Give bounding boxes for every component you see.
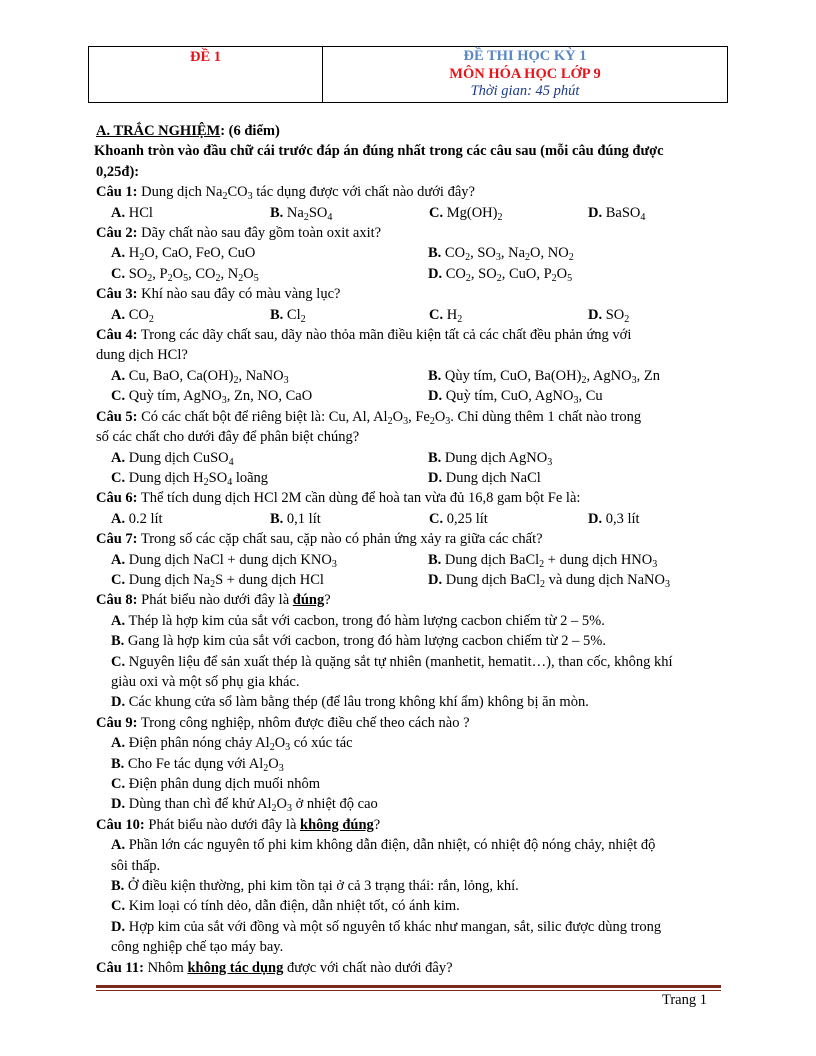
option[interactable]: A. Dung dịch CuSO$_4$ [111,449,234,468]
question-4-options-ab [96,366,764,386]
footer-rule-thick [96,985,721,988]
question-7-options-ab [96,550,764,570]
question-7: Câu 7: Trong số các cặp chất sau, cặp nào có phản ứng xảy ra giữa các chất? [96,531,543,548]
option[interactable]: C. $H_2$ [429,306,463,325]
question-1: Câu 1: Dung dịch $Na_2CO_3$ tác dụng được với chất nào dưới đây? [96,184,475,203]
option[interactable]: C. Dung dịch $H_2SO_4$ loãng [111,469,269,488]
option[interactable]: D. Các khung cửa sổ làm bằng thép (để lâu trong không khí ẩm) không bị ăn mòn. [111,694,589,711]
option[interactable]: D. Quỳ tím, CuO, AgNO$_3$, Cu [428,388,603,407]
question-5-cont: số các chất cho dưới đây để phân biệt chúng? [96,429,360,446]
option[interactable]: B. $Na_2SO_4$ [270,204,333,223]
option[interactable]: B. Dung dịch AgNO$_3$ [428,449,553,468]
option[interactable]: D. $CO_2$, $SO_2$, CuO, $P_2O_5$ [428,265,573,284]
option[interactable]: A. HCl [111,204,153,221]
question-8: Câu 8: Phát biểu nào dưới đây là đúng? [96,592,331,609]
option[interactable]: A. Phần lớn các nguyên tố phi kim không dẫn điện, dẫn nhiệt, có nhiệt độ nóng chảy, nhiệt độ [111,837,656,854]
exam-title: ĐỀ THI HỌC KỲ 1 [463,48,587,64]
question-3: Câu 3: Khí nào sau đây có màu vàng lục? [96,286,341,303]
option[interactable]: A. Dung dịch NaCl + dung dịch $KNO_3$ [111,551,337,570]
option[interactable]: B. Cho Fe tác dụng với $Al_2O_3$ [111,755,284,774]
option[interactable]: C. $SO_2$, $P_2O_5$, $CO_2$, $N_2O_5$ [111,265,259,284]
question-2-options-ab [96,243,764,263]
question-4: Câu 4: Trong các dãy chất sau, dãy nào thỏa mãn điều kiện tất cả các chất đều phản ứng với [96,327,632,344]
option[interactable]: C. $Mg(OH)_2$ [429,204,503,223]
option[interactable]: D. 0,3 lít [588,510,640,527]
option[interactable]: D. BaSO$_4$ [588,204,646,223]
page-number: Trang 1 [662,992,707,1008]
option[interactable]: B. $Cl_2$ [270,306,306,325]
option[interactable]: C. Quỳ tím, AgNO$_3$, Zn, NO, CaO [111,388,313,407]
option[interactable]: B. Dung dịch BaCl$_2$ + dung dịch $HNO_3$ [428,551,658,570]
option[interactable]: B. Qùy tím, CuO, $Ba(OH)_2$, AgNO$_3$, Zn [428,367,660,386]
option[interactable]: A. Điện phân nóng chảy $Al_2O_3$ có xúc tác [111,735,353,754]
question-2-options-cd [96,264,764,284]
question-11: Câu 11: Nhôm không tác dụng được với chất nào dưới đây? [96,959,453,976]
question-6: Câu 6: Thể tích dung dịch HCl 2M cần dùng để hoà tan vừa đủ 16,8 gam bột Fe là: [96,490,581,507]
option[interactable]: C. Nguyên liệu để sản xuất thép là quặng sắt tự nhiên (manhetit, hematit…), than cốc, không khí [111,653,673,670]
option[interactable]: C. 0,25 lít [429,510,488,527]
option[interactable]: A. Cu, BaO, $Ca(OH)_2$, NaNO$_3$ [111,367,289,386]
exam-title-cell [323,47,727,102]
instruction-line2: 0,25đ): [96,163,140,180]
option-cont: công nghiệp chế tạo máy bay. [111,939,284,956]
option[interactable]: D. Dung dịch NaCl [428,469,541,486]
option[interactable]: A. Thép là hợp kim của sắt với cacbon, trong đó hàm lượng cacbon chiếm từ 2 – 5%. [111,612,605,629]
option[interactable]: C. Điện phân dung dịch muối nhôm [111,776,321,792]
exam-code: ĐỀ 1 [89,47,323,102]
footer-rule-thin [96,990,721,991]
section-heading: A. TRẮC NGHIỆM: (6 điểm) [96,123,280,139]
option[interactable]: D. Hợp kim của sắt với đồng và một số nguyên tố khác như mangan, sắt, silic được dùng trong [111,918,662,935]
question-9: Câu 9: Trong công nghiệp, nhôm được điều chế theo cách nào ? [96,714,470,731]
exam-subject: MÔN HÓA HỌC LỚP 9 [449,65,601,82]
option[interactable]: D. Dung dịch BaCl$_2$ và dung dịch NaNO$_3$ [428,571,670,590]
option[interactable]: B. 0,1 lít [270,510,321,527]
question-2: Câu 2: Dãy chất nào sau đây gồm toàn oxit axit? [96,225,382,242]
option-cont: sôi thấp. [111,857,161,874]
option[interactable]: A. $CO_2$ [111,306,154,325]
option[interactable]: C. Kim loại có tính dẻo, dẫn điện, dẫn nhiệt tốt, có ánh kim. [111,898,460,915]
option[interactable]: C. Dung dịch $Na_2S$ + dung dịch HCl [111,571,324,590]
option[interactable]: D. $SO_2$ [588,306,630,325]
option-cont: giàu oxi và một số phụ gia khác. [111,673,300,690]
question-5-options-cd [96,468,764,488]
question-10: Câu 10: Phát biểu nào dưới đây là không đúng? [96,816,381,833]
option[interactable]: B. Gang là hợp kim của sắt với cacbon, trong đó hàm lượng cacbon chiếm từ 2 – 5%. [111,633,606,650]
question-7-options-cd [96,570,764,590]
question-6-options [96,509,764,529]
option[interactable]: A. 0.2 lít [111,510,163,527]
option[interactable]: A. $H_2O$, CaO, FeO, CuO [111,245,256,264]
question-4-cont: dung dịch HCl? [96,347,188,364]
exam-content [96,121,764,978]
question-4-options-cd [96,386,764,406]
question-5: Câu 5: Có các chất bột để riêng biệt là: Cu, Al, $Al_2O_3$, $Fe_2O_3$. Chỉ dùng thêm 1 chất nào trong [96,408,642,427]
exam-header-table [88,46,728,103]
option[interactable]: D. Dùng than chì để khử $Al_2O_3$ ở nhiệt độ cao [111,796,378,815]
question-1-options [96,203,764,223]
instruction-line1: Khoanh tròn vào đầu chữ cái trước đáp án đúng nhất trong các câu sau (mỗi câu đúng được [94,143,664,160]
option[interactable]: B. $CO_2$, $SO_3$, $Na_2O$, $NO_2$ [428,245,574,264]
exam-duration: Thời gian: 45 phút [470,83,580,99]
question-3-options [96,305,764,325]
option[interactable]: B. Ở điều kiện thường, phi kim tồn tại ở cả 3 trạng thái: rắn, lỏng, khí. [111,878,519,895]
question-5-options-ab [96,448,764,468]
